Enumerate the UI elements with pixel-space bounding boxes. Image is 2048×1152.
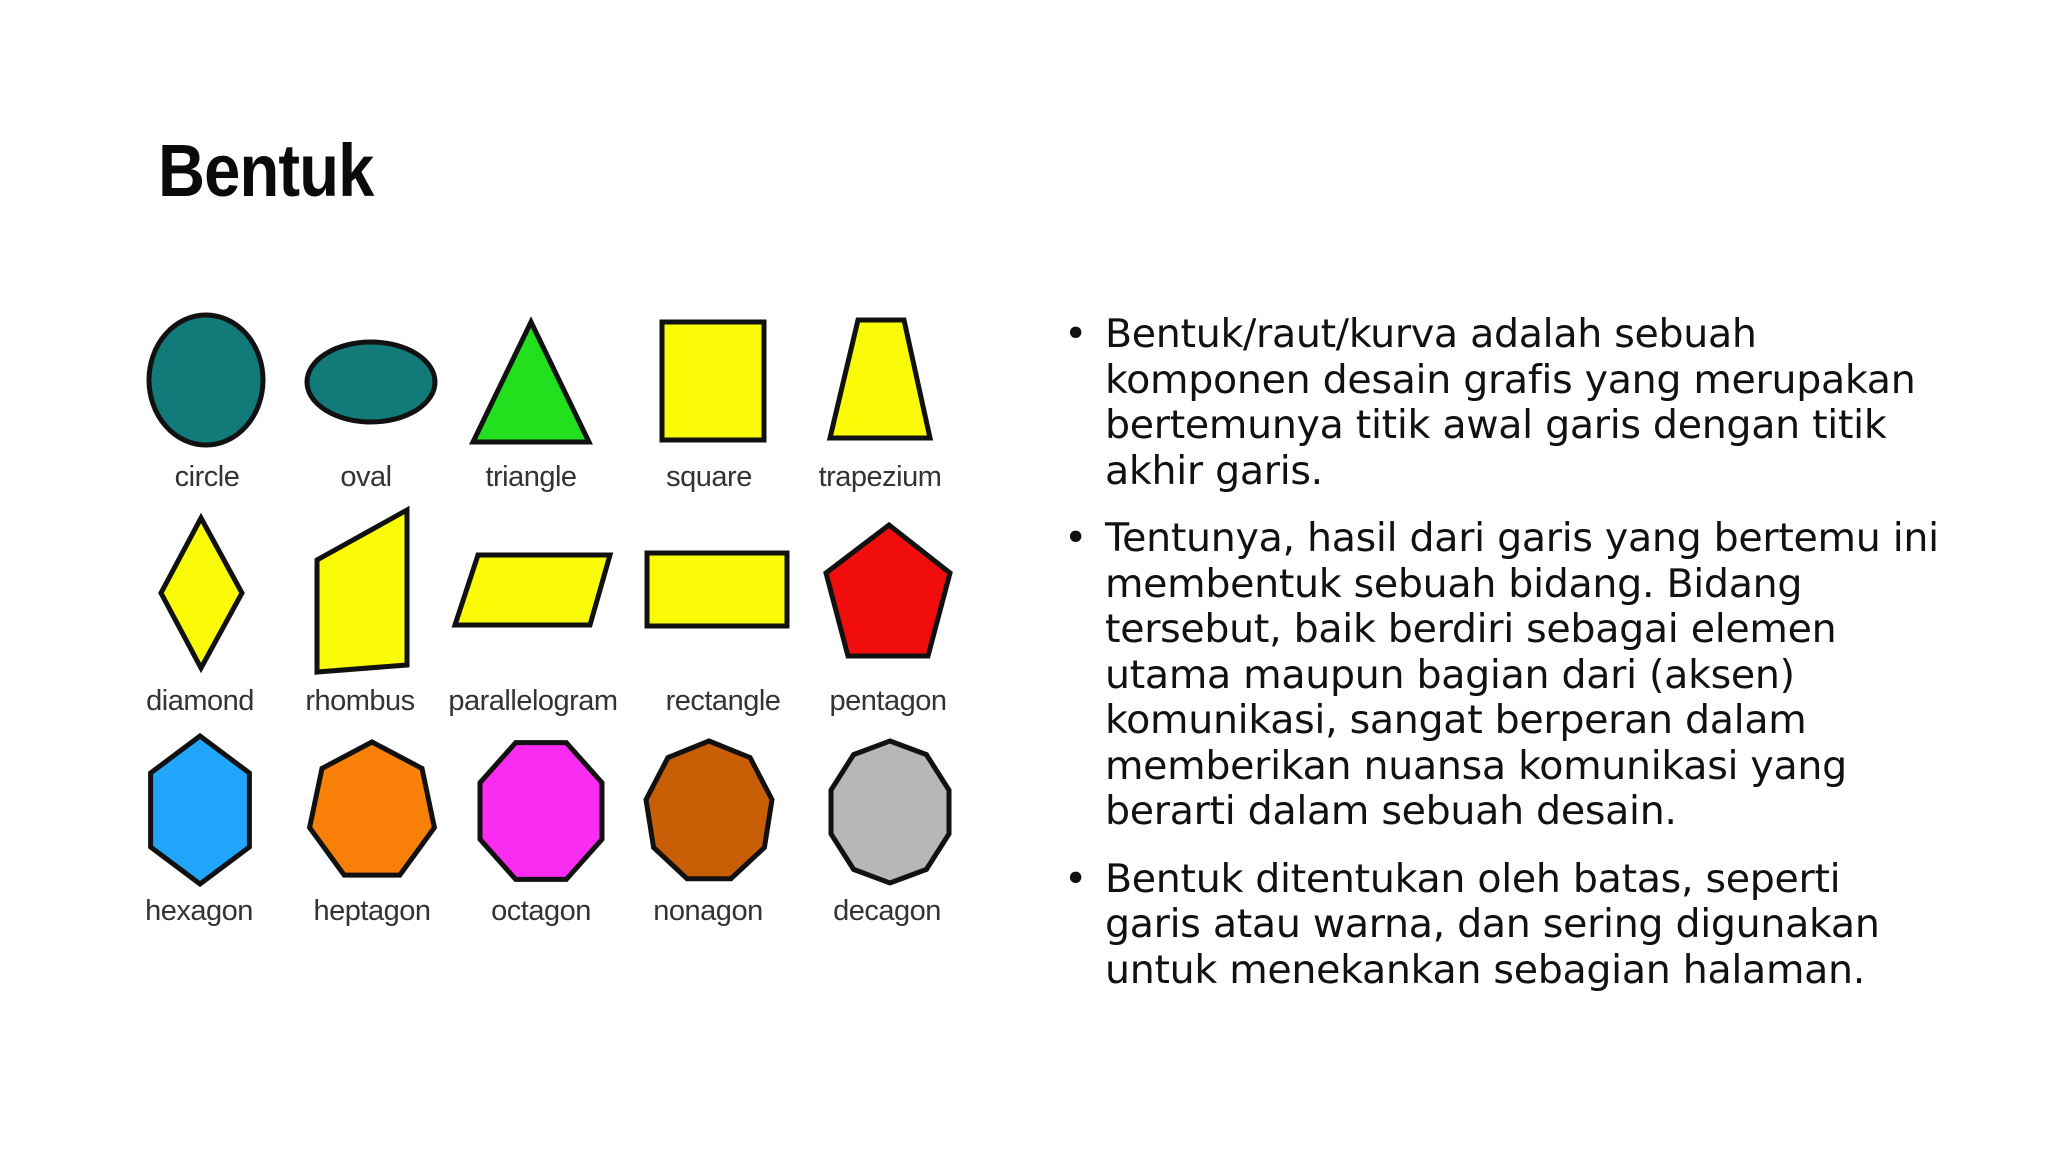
bullet-text: Tentunya, hasil dari garis yang bertemu ini membentuk sebuah bidang. Bidang tersebut, baik berdiri sebagai elemen utama maupun bagian dari (aksen) komunikasi, sangat berperan dalam memberikan nuansa komunikasi yang berarti dalam sebuah desain. [1105,515,1939,834]
heptagon-shape-icon [310,742,435,875]
pentagon-shape-icon [826,525,950,656]
bullet-item [1064,516,1944,835]
shape-label-trapezium: trapezium [818,461,942,493]
parallelogram-shape-icon [455,555,610,625]
bullet-item [1064,312,1944,494]
hexagon-shape-icon [151,736,250,884]
bullet-dot: • [1064,311,1087,357]
square-shape-icon [662,322,764,440]
bullet-dot: • [1064,515,1087,561]
bullet-dot: • [1064,855,1087,902]
circle-shape-icon [149,315,263,445]
bullet-list [1064,312,1944,1015]
bullet-text: Bentuk/raut/kurva adalah sebuah komponen desain grafis yang merupakan bertemunya titik awal garis dengan titik akhir garis. [1105,311,1916,494]
shape-label-square: square [666,461,752,493]
shape-label-diamond: diamond [146,685,254,717]
shape-label-rhombus: rhombus [305,685,415,717]
shape-label-parallelogram: parallelogram [448,685,618,717]
shape-label-pentagon: pentagon [829,685,947,717]
rhombus-shape-icon [317,510,407,672]
oval-shape-icon [307,342,435,422]
shape-label-hexagon: hexagon [145,895,253,927]
page-title: Bentuk [158,129,374,212]
diamond-shape-icon [161,518,242,668]
shape-label-rectangle: rectangle [665,685,781,717]
decagon-shape-icon [831,741,949,883]
trapezium-shape-icon [830,320,930,438]
triangle-shape-icon [473,322,589,442]
nonagon-shape-icon [646,741,772,879]
rectangle-shape-icon [647,553,787,626]
shape-label-decagon: decagon [833,895,941,927]
shape-label-oval: oval [340,461,392,493]
shape-label-circle: circle [174,461,240,493]
bullet-text: Bentuk ditentukan oleh batas, seperti garis atau warna, dan sering digunakan untuk menekankan sebagian halaman. [1105,855,1880,993]
bullet-item [1064,857,1944,994]
octagon-shape-icon [480,743,602,880]
shape-label-octagon: octagon [491,895,591,927]
shapes-chart [130,300,970,940]
shape-label-nonagon: nonagon [653,895,763,927]
shape-label-triangle: triangle [485,461,577,493]
shape-label-heptagon: heptagon [313,895,431,927]
